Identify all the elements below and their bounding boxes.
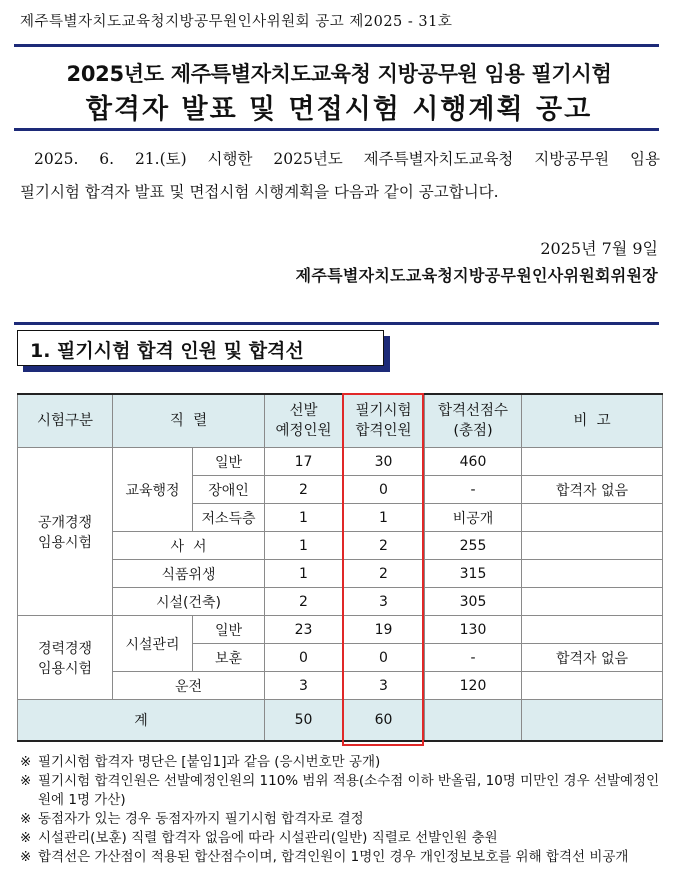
row-passed: 3 [343, 672, 425, 700]
note-item: ※ 합격선은 가산점이 적용된 합산점수이며, 합격인원이 1명인 경우 개인정보보호를 위해 합격선 비공개 [20, 849, 629, 865]
title-line-1: 2025년도 제주특별자치도교육청 지방공무원 임용 필기시험 [66, 62, 612, 86]
intro-line-1: 2025. 6. 21.(토) 시행한 2025년도 제주특별자치도교육청 지방공무원 임용 [34, 150, 660, 168]
row-cutoff: 305 [425, 588, 522, 616]
row-sub: 사 서 [113, 532, 265, 560]
row-planned: 0 [265, 644, 343, 672]
table-row [18, 672, 663, 700]
row-sub: 일반 [193, 616, 265, 644]
group-open: 공개경쟁 임용시험 [18, 448, 113, 616]
intro-line-2: 필기시험 합격자 발표 및 면접시험 시행계획을 다음과 같이 공고합니다. [20, 183, 499, 201]
row-cutoff: 130 [425, 616, 522, 644]
row-remarks [522, 560, 663, 588]
row-remarks: 합격자 없음 [522, 476, 663, 504]
section-rule [14, 322, 659, 325]
results-table [17, 393, 663, 742]
table-row [18, 588, 663, 616]
row-passed: 0 [343, 644, 425, 672]
total-planned: 50 [265, 700, 343, 742]
row-planned: 1 [265, 560, 343, 588]
row-cutoff: 120 [425, 672, 522, 700]
row-sub: 시설(건축) [113, 588, 265, 616]
row-sub: 저소득층 [193, 504, 265, 532]
announcement-date: 2025년 7월 9일 [540, 239, 658, 258]
title-rule [14, 128, 659, 131]
row-cutoff: 460 [425, 448, 522, 476]
total-cutoff [425, 700, 522, 742]
header-cutoff: 합격선점수 (총점) [425, 394, 522, 448]
intro-paragraph [20, 143, 660, 209]
row-cutoff: - [425, 476, 522, 504]
table-row [18, 448, 663, 476]
row-cutoff: 315 [425, 560, 522, 588]
row-passed: 2 [343, 532, 425, 560]
row-sub: 식품위생 [113, 560, 265, 588]
row-planned: 23 [265, 616, 343, 644]
row-cutoff: 255 [425, 532, 522, 560]
row-passed: 1 [343, 504, 425, 532]
header-planned: 선발 예정인원 [265, 394, 343, 448]
row-passed: 2 [343, 560, 425, 588]
row-sub: 일반 [193, 448, 265, 476]
row-planned: 2 [265, 476, 343, 504]
group-career: 경력경쟁 임용시험 [18, 616, 113, 700]
header-remarks: 비 고 [522, 394, 663, 448]
row-planned: 1 [265, 532, 343, 560]
row-passed: 19 [343, 616, 425, 644]
row-planned: 17 [265, 448, 343, 476]
note-item: ※ 필기시험 합격자 명단은 [붙임1]과 같음 (응시번호만 공개) [20, 754, 381, 770]
row-remarks [522, 672, 663, 700]
header-position: 직 렬 [113, 394, 265, 448]
table-header-row [18, 394, 663, 448]
table-row [18, 616, 663, 644]
total-label: 계 [18, 700, 265, 742]
group-edu-admin: 교육행정 [113, 448, 193, 532]
total-row [18, 700, 663, 742]
row-sub: 보훈 [193, 644, 265, 672]
row-planned: 1 [265, 504, 343, 532]
table-row [18, 560, 663, 588]
header-passed: 필기시험 합격인원 [343, 394, 425, 448]
note-item: ※ 동점자가 있는 경우 동점자까지 필기시험 합격자로 결정 [20, 811, 364, 827]
row-remarks [522, 616, 663, 644]
row-remarks: 합격자 없음 [522, 644, 663, 672]
row-remarks [522, 532, 663, 560]
total-passed: 60 [343, 700, 425, 742]
section-title: 1. 필기시험 합격 인원 및 합격선 [30, 340, 304, 362]
note-item: ※ 필기시험 합격인원은 선발예정인원의 110% 범위 적용(소수점 이하 반올림, 10명 미만인 경우 선발예정인원에 1명 가산) [20, 773, 660, 808]
row-remarks [522, 504, 663, 532]
title-line-2: 합격자 발표 및 면접시험 시행계획 공고 [85, 94, 593, 125]
row-sub: 장애인 [193, 476, 265, 504]
header-category: 시험구분 [18, 394, 113, 448]
row-planned: 2 [265, 588, 343, 616]
row-planned: 3 [265, 672, 343, 700]
notes-list [20, 753, 665, 867]
row-sub: 운전 [113, 672, 265, 700]
notice-number: 제주특별자치도교육청지방공무원인사위원회 공고 제2025 - 31호 [20, 14, 453, 30]
row-cutoff: 비공개 [425, 504, 522, 532]
row-remarks [522, 448, 663, 476]
row-cutoff: - [425, 644, 522, 672]
row-passed: 30 [343, 448, 425, 476]
total-remarks [522, 700, 663, 742]
signer: 제주특별자치도교육청지방공무원인사위원회위원장 [295, 266, 658, 285]
note-item: ※ 시설관리(보훈) 직렬 합격자 없음에 따라 시설관리(일반) 직렬로 선발인원 충원 [20, 830, 498, 846]
header-rule [14, 44, 659, 47]
row-remarks [522, 588, 663, 616]
passed-column-highlight [342, 393, 424, 746]
table-row [18, 532, 663, 560]
section-title-box [17, 330, 384, 366]
group-facility-mgmt: 시설관리 [113, 616, 193, 672]
row-passed: 0 [343, 476, 425, 504]
row-passed: 3 [343, 588, 425, 616]
